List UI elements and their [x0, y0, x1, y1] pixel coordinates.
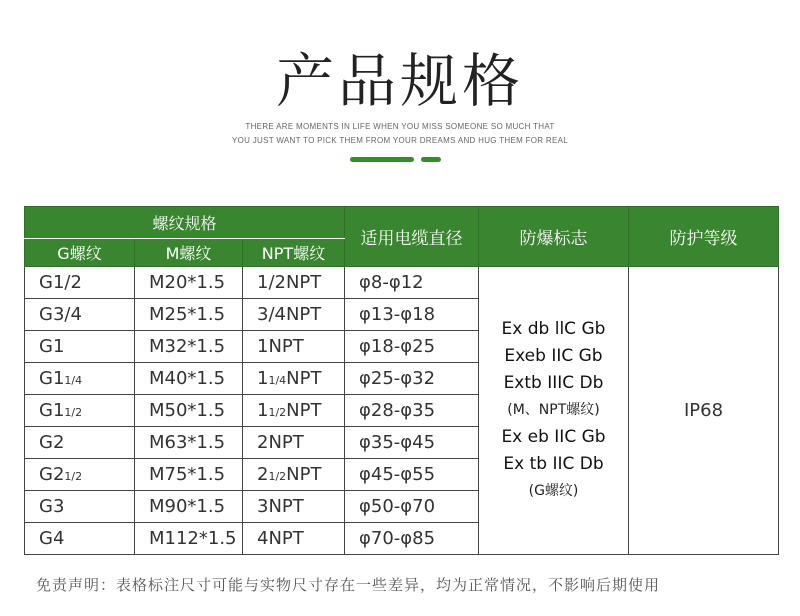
cable-diameter-cell	[345, 459, 479, 491]
g-thread-cell	[25, 267, 135, 299]
m-thread-value: M32*1.5	[149, 336, 226, 357]
m-thread-value: M40*1.5	[149, 368, 226, 389]
accent-bar-long	[350, 157, 414, 162]
npt-thread-fraction: 1/2	[268, 406, 287, 419]
accent-bar-short	[421, 157, 441, 162]
g-thread-value: G1	[39, 336, 65, 357]
ex-mark-line: Extb IIIC Db	[503, 373, 604, 393]
npt-thread-cell	[243, 459, 345, 491]
cable-diameter-value: φ45-φ55	[359, 464, 436, 485]
cable-diameter-value: φ28-φ35	[359, 400, 436, 421]
m-thread-cell	[135, 331, 243, 363]
m-thread-cell	[135, 491, 243, 523]
ex-mark-note: (M、NPT螺纹)	[507, 402, 600, 418]
g-thread-cell	[25, 459, 135, 491]
spec-table-body	[25, 267, 779, 555]
g-thread-value: G4	[39, 528, 65, 549]
m-thread-cell	[135, 459, 243, 491]
m-thread-value: M112*1.5	[149, 528, 237, 549]
ex-mark-line: Ex db llC Gb	[501, 319, 606, 339]
g-thread-header: G螺纹	[25, 239, 135, 267]
ip-rating-header: 防护等级	[629, 207, 779, 267]
npt-thread-cell	[243, 491, 345, 523]
ex-mark-line: Ex eb IIC Gb	[501, 427, 606, 447]
m-thread-value: M75*1.5	[149, 464, 226, 485]
m-thread-value: M63*1.5	[149, 432, 226, 453]
m-thread-cell	[135, 299, 243, 331]
m-thread-cell	[135, 523, 243, 555]
m-thread-cell	[135, 267, 243, 299]
npt-thread-suffix: NPT	[286, 400, 322, 421]
g-thread-value: G1/2	[39, 272, 82, 293]
npt-thread-value: 4NPT	[257, 528, 304, 549]
subtitle-line-2: YOU JUST WANT TO PICK THEM FROM YOUR DREAMS AND HUG THEM FOR REAL	[232, 136, 568, 145]
npt-thread-value: 1	[257, 368, 269, 389]
cable-diameter-value: φ8-φ12	[359, 272, 424, 293]
npt-thread-suffix: NPT	[286, 368, 322, 389]
cable-diameter-cell	[345, 267, 479, 299]
g-thread-cell	[25, 299, 135, 331]
g-thread-fraction: 1/4	[64, 374, 83, 387]
g-thread-cell	[25, 523, 135, 555]
npt-thread-cell	[243, 395, 345, 427]
npt-thread-cell	[243, 267, 345, 299]
npt-thread-cell	[243, 331, 345, 363]
npt-thread-cell	[243, 299, 345, 331]
cable-diameter-value: φ35-φ45	[359, 432, 436, 453]
g-thread-cell	[25, 363, 135, 395]
npt-thread-value: 1/2NPT	[257, 272, 322, 293]
cable-diameter-cell	[345, 523, 479, 555]
m-thread-cell	[135, 427, 243, 459]
npt-thread-cell	[243, 523, 345, 555]
m-thread-value: M50*1.5	[149, 400, 226, 421]
m-thread-value: M25*1.5	[149, 304, 226, 325]
cable-diameter-header: 适用电缆直径	[345, 207, 479, 267]
table-row	[25, 267, 779, 299]
m-thread-value: M20*1.5	[149, 272, 226, 293]
ex-mark-line: Ex tb IIC Db	[503, 454, 604, 474]
g-thread-cell	[25, 491, 135, 523]
m-thread-value: M90*1.5	[149, 496, 226, 517]
npt-thread-fraction: 1/4	[268, 374, 287, 387]
cable-diameter-value: φ50-φ70	[359, 496, 436, 517]
npt-thread-header: NPT螺纹	[243, 239, 345, 267]
m-thread-header: M螺纹	[135, 239, 243, 267]
g-thread-value: G1	[39, 368, 65, 389]
npt-thread-value: 3NPT	[257, 496, 304, 517]
npt-thread-value: 1NPT	[257, 336, 304, 357]
ex-mark-note: (G螺纹)	[528, 483, 579, 499]
npt-thread-value: 3/4NPT	[257, 304, 322, 325]
ex-mark-cell	[479, 267, 629, 555]
npt-thread-value: 2	[257, 464, 269, 485]
g-thread-value: G3	[39, 496, 65, 517]
npt-thread-cell	[243, 363, 345, 395]
m-thread-cell	[135, 395, 243, 427]
g-thread-cell	[25, 395, 135, 427]
cable-diameter-value: φ18-φ25	[359, 336, 436, 357]
spec-table	[24, 206, 779, 555]
npt-thread-suffix: NPT	[286, 464, 322, 485]
ex-mark-header: 防爆标志	[479, 207, 629, 267]
cable-diameter-value: φ13-φ18	[359, 304, 436, 325]
npt-thread-value: 2NPT	[257, 432, 304, 453]
g-thread-value: G2	[39, 464, 65, 485]
cable-diameter-cell	[345, 427, 479, 459]
subtitle-line-1: THERE ARE MOMENTS IN LIFE WHEN YOU MISS SOMEONE SO MUCH THAT	[245, 122, 555, 131]
g-thread-value: G2	[39, 432, 65, 453]
thread-spec-header: 螺纹规格	[25, 207, 345, 239]
cable-diameter-value: φ25-φ32	[359, 368, 436, 389]
ip-rating-cell: IP68	[629, 267, 779, 555]
ex-mark-line: Exeb IIC Gb	[504, 346, 603, 366]
cable-diameter-cell	[345, 491, 479, 523]
g-thread-fraction: 1/2	[64, 470, 83, 483]
m-thread-cell	[135, 363, 243, 395]
cable-diameter-cell	[345, 395, 479, 427]
cable-diameter-cell	[345, 331, 479, 363]
g-thread-fraction: 1/2	[64, 406, 83, 419]
cable-diameter-cell	[345, 363, 479, 395]
npt-thread-cell	[243, 427, 345, 459]
disclaimer: 免责声明：表格标注尺寸可能与实物尺寸存在一些差异，均为正常情况，不影响后期使用	[36, 576, 661, 594]
g-thread-cell	[25, 427, 135, 459]
npt-thread-value: 1	[257, 400, 269, 421]
g-thread-value: G1	[39, 400, 65, 421]
g-thread-cell	[25, 331, 135, 363]
cable-diameter-value: φ70-φ85	[359, 528, 436, 549]
npt-thread-fraction: 1/2	[268, 470, 287, 483]
g-thread-value: G3/4	[39, 304, 82, 325]
page-title: 产品规格	[275, 47, 524, 115]
cable-diameter-cell	[345, 299, 479, 331]
